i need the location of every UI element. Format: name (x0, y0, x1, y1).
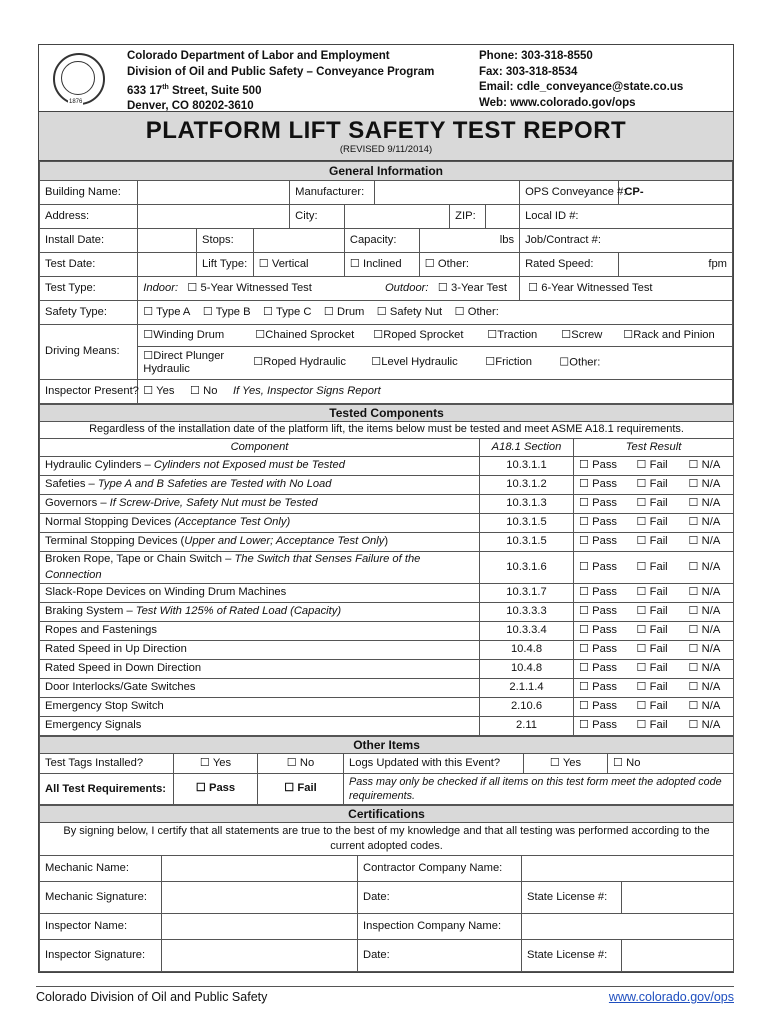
rated-speed-field[interactable]: fpm (619, 253, 733, 277)
pass-checkbox[interactable]: ☐ Pass (574, 552, 632, 584)
fail-checkbox[interactable]: ☐ Fail (632, 679, 684, 698)
test-date-label: Test Date: (40, 253, 138, 277)
component-name (40, 533, 480, 552)
table-row (40, 552, 734, 584)
component-name (40, 552, 480, 584)
component-note: If Screw-Drive, Safety Nut must be Tested (109, 497, 318, 510)
pass-checkbox[interactable]: ☐ Pass (574, 679, 632, 698)
page-title: PLATFORM LIFT SAFETY TEST REPORT (145, 117, 627, 144)
component-label: Safeties – (45, 478, 98, 491)
table-row (40, 679, 734, 698)
contractor-company-label: Contractor Company Name: (358, 856, 522, 882)
mechanic-date-field[interactable]: Date: (358, 882, 522, 914)
fail-checkbox[interactable]: ☐ Fail (632, 603, 684, 622)
table-row (40, 514, 734, 533)
na-checkbox[interactable]: ☐ N/A (684, 641, 734, 660)
ops-conveyance-label: OPS Conveyance #: (520, 181, 619, 205)
type-b-checkbox[interactable]: ☐ Type B (202, 305, 251, 318)
screw-checkbox[interactable]: ☐Screw (561, 328, 603, 341)
local-id-field[interactable]: Local ID #: (520, 205, 733, 229)
tested-note: Regardless of the installation date of the platform lift, the items below must be tested and meet ASME A18.1 requirements. (40, 422, 734, 439)
component-note: Test With 125% of Rated Load (Capacity) (135, 605, 342, 618)
component-note: Type A and B Safeties are Tested with No Load (97, 478, 332, 491)
header (39, 45, 733, 112)
roped-sprocket-checkbox[interactable]: ☐Roped Sprocket (373, 328, 464, 341)
fail-checkbox[interactable]: ☐ Fail (632, 622, 684, 641)
component-section: 10.3.3.3 (480, 603, 574, 622)
component-label: Broken Rope, Tape or Chain Switch – (45, 553, 235, 566)
capacity-label: Capacity: (344, 229, 419, 253)
na-checkbox[interactable]: ☐ N/A (684, 603, 734, 622)
logs-yes-checkbox[interactable]: ☐ Yes (524, 754, 608, 774)
fail-checkbox[interactable]: ☐ Fail (632, 476, 684, 495)
component-label: Governors – (45, 497, 110, 510)
direct-plunger-checkbox[interactable]: ☐Direct Plunger Hydraulic (143, 349, 225, 375)
tested-components-table (39, 404, 734, 736)
safety-nut-checkbox[interactable]: ☐ Safety Nut (376, 305, 443, 318)
component-label: Ropes and Fastenings (45, 624, 157, 637)
all-test-fail-checkbox[interactable]: ☐ Fail (258, 774, 344, 805)
manufacturer-field[interactable] (375, 181, 520, 205)
col-section: A18.1 Section (480, 439, 574, 457)
friction-checkbox[interactable]: ☐Friction (485, 356, 532, 369)
chained-sprocket-checkbox[interactable]: ☐Chained Sprocket (255, 328, 355, 341)
inspector-signature-label: Inspector Signature: (40, 940, 162, 972)
mechanic-signature-field[interactable] (162, 882, 358, 914)
safety-other-checkbox[interactable]: ☐ Other: (454, 305, 499, 318)
test-tags-label: Test Tags Installed? (40, 754, 174, 774)
other-items-table (39, 736, 734, 805)
driving-means-label: Driving Means: (40, 325, 138, 380)
all-test-label: All Test Requirements: (40, 774, 174, 805)
certifications-table (39, 805, 734, 972)
other-items-heading: Other Items (40, 737, 734, 754)
rack-pinion-checkbox[interactable]: ☐Rack and Pinion (623, 328, 715, 341)
component-name (40, 457, 480, 476)
certification-statement: By signing below, I certify that all statements are true to the best of my knowledge and that all testing was performed according to the current adopted codes. (40, 823, 734, 856)
col-result: Test Result (574, 439, 734, 457)
component-section: 10.3.1.6 (480, 552, 574, 584)
na-checkbox[interactable]: ☐ N/A (684, 514, 734, 533)
test-tags-yes-checkbox[interactable]: ☐ Yes (174, 754, 258, 774)
na-checkbox[interactable]: ☐ N/A (684, 698, 734, 717)
table-row (40, 603, 734, 622)
inspection-company-label: Inspection Company Name: (358, 914, 522, 940)
all-test-pass-checkbox[interactable]: ☐ Pass (174, 774, 258, 805)
outdoor-label: Outdoor: (384, 281, 429, 294)
component-section: 10.3.1.5 (480, 514, 574, 533)
inspector-note: If Yes, Inspector Signs Report (232, 384, 381, 397)
component-name (40, 584, 480, 603)
component-label: Rated Speed in Up Direction (45, 643, 187, 656)
pass-checkbox[interactable]: ☐ Pass (574, 660, 632, 679)
pass-checkbox[interactable]: ☐ Pass (574, 698, 632, 717)
mechanic-name-label: Mechanic Name: (40, 856, 162, 882)
pass-checkbox[interactable]: ☐ Pass (574, 457, 632, 476)
fail-checkbox[interactable]: ☐ Fail (632, 457, 684, 476)
component-name (40, 698, 480, 717)
na-checkbox[interactable]: ☐ N/A (684, 533, 734, 552)
inspector-name-label: Inspector Name: (40, 914, 162, 940)
table-row (40, 641, 734, 660)
lift-type-label: Lift Type: (197, 253, 254, 277)
pass-checkbox[interactable]: ☐ Pass (574, 622, 632, 641)
inspector-present-options (138, 380, 733, 404)
inspector-license-field[interactable] (622, 940, 734, 972)
pass-checkbox[interactable]: ☐ Pass (574, 514, 632, 533)
inspector-date-field[interactable]: Date: (358, 940, 522, 972)
stops-label: Stops: (197, 229, 254, 253)
component-label: Emergency Signals (45, 719, 142, 732)
test-tags-no-checkbox[interactable]: ☐ No (258, 754, 344, 774)
component-note: (Acceptance Test Only) (174, 516, 291, 529)
manufacturer-label: Manufacturer: (290, 181, 375, 205)
component-label: Door Interlocks/Gate Switches (45, 681, 196, 694)
na-checkbox[interactable]: ☐ N/A (684, 476, 734, 495)
pass-checkbox[interactable]: ☐ Pass (574, 533, 632, 552)
component-section: 10.3.1.5 (480, 533, 574, 552)
na-checkbox[interactable]: ☐ N/A (684, 679, 734, 698)
stops-field[interactable] (253, 229, 344, 253)
fail-checkbox[interactable]: ☐ Fail (632, 584, 684, 603)
table-row (40, 476, 734, 495)
component-name (40, 660, 480, 679)
component-name (40, 717, 480, 736)
type-c-checkbox[interactable]: ☐ Type C (263, 305, 312, 318)
col-component: Component (40, 439, 480, 457)
install-date-field[interactable] (138, 229, 197, 253)
na-checkbox[interactable]: ☐ N/A (684, 622, 734, 641)
mechanic-name-field[interactable] (162, 856, 358, 882)
driving-means-row2 (138, 347, 733, 380)
test-type-label: Test Type: (40, 277, 138, 301)
driving-means-row1 (138, 325, 733, 347)
general-info-table (39, 161, 733, 404)
pass-checkbox[interactable]: ☐ Pass (574, 641, 632, 660)
address-label: Address: (40, 205, 138, 229)
table-row (40, 495, 734, 514)
rated-speed-label: Rated Speed: (520, 253, 619, 277)
component-name (40, 476, 480, 495)
drum-checkbox[interactable]: ☐ Drum (323, 305, 365, 318)
table-row (40, 533, 734, 552)
safety-type-label: Safety Type: (40, 301, 138, 325)
title-bar (39, 112, 733, 161)
table-row (40, 584, 734, 603)
component-section: 10.4.8 (480, 660, 574, 679)
revision-date: (REVISED 9/11/2014) (339, 144, 433, 155)
component-label: Emergency Stop Switch (45, 700, 164, 713)
footer-org: Colorado Division of Oil and Public Safety (36, 990, 268, 1004)
component-note: Cylinders not Exposed must be Tested (153, 459, 345, 472)
logs-no-checkbox[interactable]: ☐ No (608, 754, 734, 774)
address-field[interactable] (138, 205, 290, 229)
lift-type-inclined[interactable]: ☐ Inclined (344, 253, 419, 277)
na-checkbox[interactable]: ☐ N/A (684, 457, 734, 476)
building-name-field[interactable] (138, 181, 290, 205)
zip-label: ZIP: (450, 205, 485, 229)
inspector-yes-checkbox[interactable]: ☐ Yes (143, 384, 175, 397)
table-row (40, 698, 734, 717)
fail-checkbox[interactable]: ☐ Fail (632, 698, 684, 717)
report-form (38, 44, 734, 973)
component-section: 10.3.1.2 (480, 476, 574, 495)
test-rows (40, 457, 734, 736)
fail-checkbox[interactable]: ☐ Fail (632, 552, 684, 584)
inspector-name-field[interactable] (162, 914, 358, 940)
component-section: 2.1.1.4 (480, 679, 574, 698)
inspector-present-label: Inspector Present? (40, 380, 138, 404)
lift-type-vertical[interactable]: ☐ Vertical (253, 253, 344, 277)
building-name-label: Building Name: (40, 181, 138, 205)
table-row (40, 717, 734, 736)
five-year-checkbox[interactable]: ☐ 5-Year Witnessed Test (187, 281, 312, 294)
fail-checkbox[interactable]: ☐ Fail (632, 495, 684, 514)
state-seal-icon: 1876 (53, 53, 105, 105)
type-a-checkbox[interactable]: ☐ Type A (143, 305, 191, 318)
component-name (40, 641, 480, 660)
component-section: 10.3.1.1 (480, 457, 574, 476)
component-name (40, 514, 480, 533)
certifications-heading: Certifications (40, 806, 734, 823)
fail-checkbox[interactable]: ☐ Fail (632, 641, 684, 660)
pass-checkbox[interactable]: ☐ Pass (574, 495, 632, 514)
inspector-signature-field[interactable] (162, 940, 358, 972)
component-section: 2.10.6 (480, 698, 574, 717)
footer (36, 986, 734, 1004)
na-checkbox[interactable]: ☐ N/A (684, 552, 734, 584)
test-date-field[interactable] (138, 253, 197, 277)
level-hydraulic-checkbox[interactable]: ☐Level Hydraulic (371, 356, 458, 369)
three-year-checkbox[interactable]: ☐ 3-Year Test (437, 281, 507, 294)
component-section: 10.4.8 (480, 641, 574, 660)
zip-field[interactable] (485, 205, 519, 229)
driving-other-checkbox[interactable]: ☐Other: (559, 356, 601, 369)
indoor-label: Indoor: (143, 281, 179, 294)
job-contract-field[interactable]: Job/Contract #: (520, 229, 733, 253)
component-label: Braking System – (45, 605, 136, 618)
inspection-company-field[interactable] (522, 914, 734, 940)
na-checkbox[interactable]: ☐ N/A (684, 717, 734, 736)
general-info-heading: General Information (40, 162, 733, 181)
component-label: Slack-Rope Devices on Winding Drum Machines (45, 586, 287, 599)
inspector-license-label: State License #: (522, 940, 622, 972)
install-date-label: Install Date: (40, 229, 138, 253)
roped-hydraulic-checkbox[interactable]: ☐Roped Hydraulic (253, 356, 346, 369)
test-type-options (138, 277, 653, 301)
fail-checkbox[interactable]: ☐ Fail (632, 533, 684, 552)
inspector-no-checkbox[interactable]: ☐ No (189, 384, 218, 397)
component-name (40, 679, 480, 698)
component-label: Terminal Stopping Devices ( (45, 535, 185, 548)
component-note: Upper and Lower; Acceptance Test Only (184, 535, 385, 548)
traction-checkbox[interactable]: ☐Traction (487, 328, 538, 341)
fail-checkbox[interactable]: ☐ Fail (632, 514, 684, 533)
na-checkbox[interactable]: ☐ N/A (684, 660, 734, 679)
table-row (40, 622, 734, 641)
pass-checkbox[interactable]: ☐ Pass (574, 603, 632, 622)
mechanic-license-field[interactable] (622, 882, 734, 914)
safety-type-options (138, 301, 733, 325)
contractor-company-field[interactable] (522, 856, 734, 882)
na-checkbox[interactable]: ☐ N/A (684, 584, 734, 603)
pass-note: Pass may only be checked if all items on this test form meet the adopted code requirements. (344, 774, 734, 805)
component-note: The Switch that Senses Failure of the Connection (45, 553, 421, 581)
city-field[interactable] (344, 205, 449, 229)
ops-conveyance-field[interactable]: CP- (619, 181, 733, 205)
component-label: Normal Stopping Devices (45, 516, 175, 529)
org-address: Colorado Department of Labor and Employment Division of Oil and Public Safety – Conveyance Program 633 17th Street, Suite 500 Denver, CO 80202-3610 (127, 50, 435, 113)
component-name (40, 603, 480, 622)
component-section: 10.3.1.3 (480, 495, 574, 514)
lift-type-other[interactable]: ☐ Other: (419, 253, 519, 277)
pass-checkbox[interactable]: ☐ Pass (574, 476, 632, 495)
city-label: City: (290, 205, 345, 229)
footer-link[interactable]: www.colorado.gov/ops (608, 990, 734, 1004)
tested-heading: Tested Components (40, 405, 734, 422)
component-section: 2.11 (480, 717, 574, 736)
mechanic-license-label: State License #: (522, 882, 622, 914)
fail-checkbox[interactable]: ☐ Fail (632, 717, 684, 736)
fail-checkbox[interactable]: ☐ Fail (632, 660, 684, 679)
org-contact: Phone: 303-318-8550 Fax: 303-318-8534 Email: cdle_conveyance@state.co.us Web: www.colorado.gov/ops (479, 50, 684, 109)
mechanic-signature-label: Mechanic Signature: (40, 882, 162, 914)
winding-drum-checkbox[interactable]: ☐Winding Drum (143, 328, 225, 341)
component-label: Hydraulic Cylinders – (45, 459, 154, 472)
table-row (40, 660, 734, 679)
component-name (40, 622, 480, 641)
component-tail: ) (384, 535, 389, 548)
component-name (40, 495, 480, 514)
pass-checkbox[interactable]: ☐ Pass (574, 584, 632, 603)
pass-checkbox[interactable]: ☐ Pass (574, 717, 632, 736)
component-section: 10.3.3.4 (480, 622, 574, 641)
six-year-checkbox[interactable]: ☐ 6-Year Witnessed Test (528, 281, 653, 294)
na-checkbox[interactable]: ☐ N/A (684, 495, 734, 514)
component-section: 10.3.1.7 (480, 584, 574, 603)
component-label: Rated Speed in Down Direction (45, 662, 202, 675)
table-row (40, 457, 734, 476)
capacity-field[interactable]: lbs (419, 229, 519, 253)
logs-updated-label: Logs Updated with this Event? (344, 754, 524, 774)
